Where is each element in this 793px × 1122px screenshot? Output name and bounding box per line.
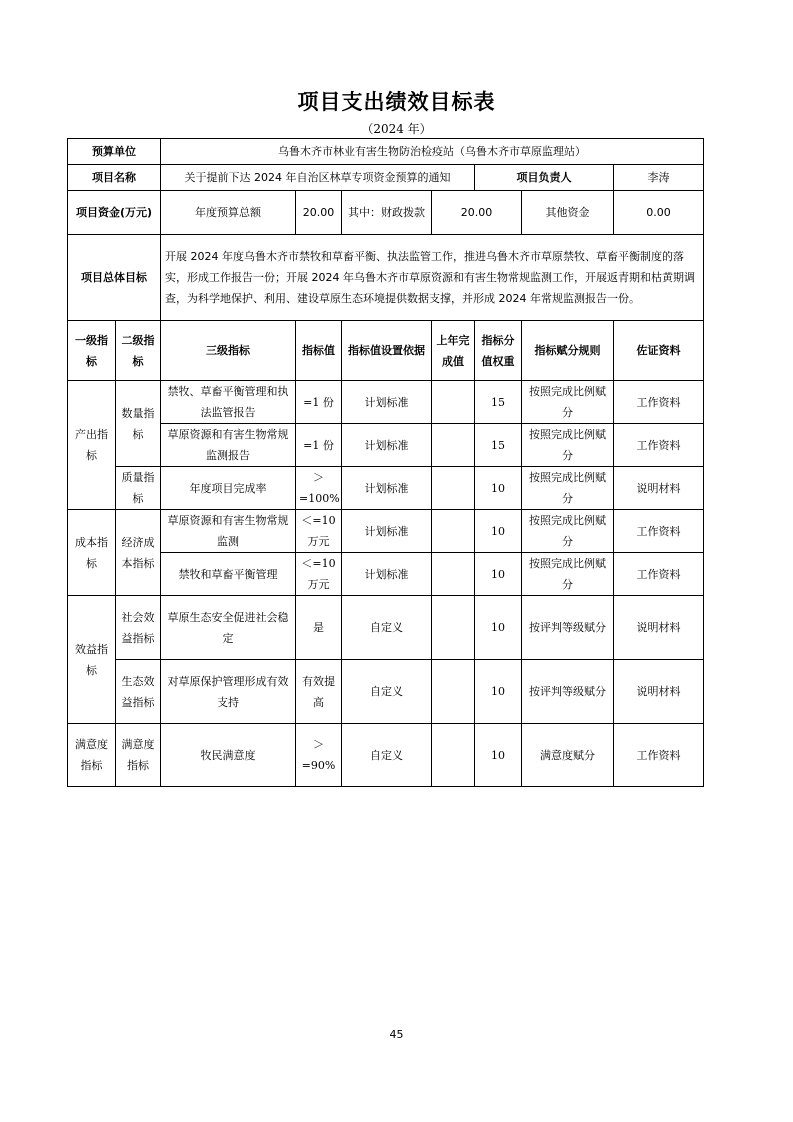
row-weight: 10 [475,724,522,787]
project-name-label: 项目名称 [68,165,161,191]
project-leader-label: 项目负责人 [475,165,614,191]
row-weight: 10 [475,596,522,660]
row-rule: 按照完成比例赋分 [522,467,614,510]
year-label: （2024 年） [361,122,432,136]
row-rule: 满意度赋分 [522,724,614,787]
level2-satisfaction: 满意度指标 [116,724,161,787]
level2-economic-cost: 经济成本指标 [116,510,161,596]
row-rule: 按照完成比例赋分 [522,424,614,467]
header-level3: 三级指标 [161,321,296,381]
row-basis: 计划标准 [342,553,432,596]
row-level3: 草原生态安全促进社会稳定 [161,596,296,660]
row-weight: 10 [475,553,522,596]
level1-output: 产出指标 [68,381,116,510]
row-value: ＜=10 万元 [296,510,342,553]
row-weight: 15 [475,424,522,467]
budget-unit-label: 预算单位 [68,139,161,165]
row-last-year [432,553,475,596]
row-basis: 计划标准 [342,510,432,553]
row-level3: 禁牧和草畜平衡管理 [161,553,296,596]
level2-quantity: 数量指标 [116,381,161,467]
level2-ecological: 生态效益指标 [116,660,161,724]
page-title: 项目支出绩效目标表 [297,90,496,114]
header-level2: 二级指标 [116,321,161,381]
row-value: =1 份 [296,381,342,424]
table-row [68,467,704,510]
level2-social: 社会效益指标 [116,596,161,660]
row-rule: 按照完成比例赋分 [522,553,614,596]
header-level1: 一级指标 [68,321,116,381]
row-basis: 自定义 [342,596,432,660]
row-last-year [432,510,475,553]
row-level3: 草原资源和有害生物常规监测报告 [161,424,296,467]
row-value: 是 [296,596,342,660]
row-evidence: 工作资料 [614,724,704,787]
row-level3: 禁牧、草畜平衡管理和执法监管报告 [161,381,296,424]
row-evidence: 工作资料 [614,510,704,553]
row-level3: 对草原保护管理形成有效支持 [161,660,296,724]
row-weight: 15 [475,381,522,424]
annual-budget-label: 年度预算总额 [161,191,296,235]
row-rule: 按照完成比例赋分 [522,381,614,424]
row-rule: 按评判等级赋分 [522,660,614,724]
table-row [68,510,704,553]
row-basis: 计划标准 [342,467,432,510]
fiscal-label: 其中：财政拨款 [342,191,432,235]
row-evidence: 说明材料 [614,660,704,724]
level1-benefit: 效益指标 [68,596,116,724]
project-name-value: 关于提前下达 2024 年自治区林草专项资金预算的通知 [161,165,475,191]
row-value: =1 份 [296,424,342,467]
performance-table [67,138,704,787]
row-last-year [432,467,475,510]
header-last-year: 上年完成值 [432,321,475,381]
level1-cost: 成本指标 [68,510,116,596]
row-last-year [432,381,475,424]
budget-unit-value: 乌鲁木齐市林业有害生物防治检疫站（乌鲁木齐市草原监理站） [161,139,704,165]
row-last-year [432,424,475,467]
overall-goal-label: 项目总体目标 [68,235,161,321]
table-row [68,724,704,787]
level2-quality: 质量指标 [116,467,161,510]
row-basis: 自定义 [342,724,432,787]
row-value: 有效提高 [296,660,342,724]
table-row [68,660,704,724]
row-evidence: 工作资料 [614,381,704,424]
row-last-year [432,724,475,787]
row-basis: 计划标准 [342,424,432,467]
row-rule: 按照完成比例赋分 [522,510,614,553]
other-funds-value: 0.00 [614,191,704,235]
annual-budget-value: 20.00 [296,191,342,235]
row-level3: 年度项目完成率 [161,467,296,510]
row-last-year [432,596,475,660]
row-value: ＞=90% [296,724,342,787]
row-level3: 牧民满意度 [161,724,296,787]
fiscal-value: 20.00 [432,191,522,235]
table-row [68,596,704,660]
row-rule: 按评判等级赋分 [522,596,614,660]
header-evidence: 佐证资料 [614,321,704,381]
header-basis: 指标值设置依据 [342,321,432,381]
row-weight: 10 [475,467,522,510]
page-number: 45 [389,1028,404,1041]
row-basis: 计划标准 [342,381,432,424]
row-value: ＜=10 万元 [296,553,342,596]
row-basis: 自定义 [342,660,432,724]
row-value: ＞=100% [296,467,342,510]
header-value: 指标值 [296,321,342,381]
row-last-year [432,660,475,724]
row-evidence: 说明材料 [614,596,704,660]
header-weight: 指标分值权重 [475,321,522,381]
row-evidence: 工作资料 [614,553,704,596]
level1-satisfaction: 满意度指标 [68,724,116,787]
row-evidence: 说明材料 [614,467,704,510]
table-row [68,424,704,467]
table-row [68,381,704,424]
overall-goal-text: 开展 2024 年度乌鲁木齐市禁牧和草畜平衡、执法监管工作，推进乌鲁木齐市草原禁牧、草畜平衡制度的落实，形成工作报告一份；开展 2024 年乌鲁木齐市草原资源和有害生物常规监测工作，开展返青期和枯黄期调查，为科学地保护、利用、建设草原生态环境提供数据支撑，并形成 2024 年常规监测报告一份。 [161,235,704,321]
funds-label: 项目资金(万元) [68,191,161,235]
other-funds-label: 其他资金 [522,191,614,235]
row-weight: 10 [475,510,522,553]
header-rule: 指标赋分规则 [522,321,614,381]
row-weight: 10 [475,660,522,724]
table-row [68,553,704,596]
project-leader-value: 李涛 [614,165,704,191]
row-level3: 草原资源和有害生物常规监测 [161,510,296,553]
row-evidence: 工作资料 [614,424,704,467]
